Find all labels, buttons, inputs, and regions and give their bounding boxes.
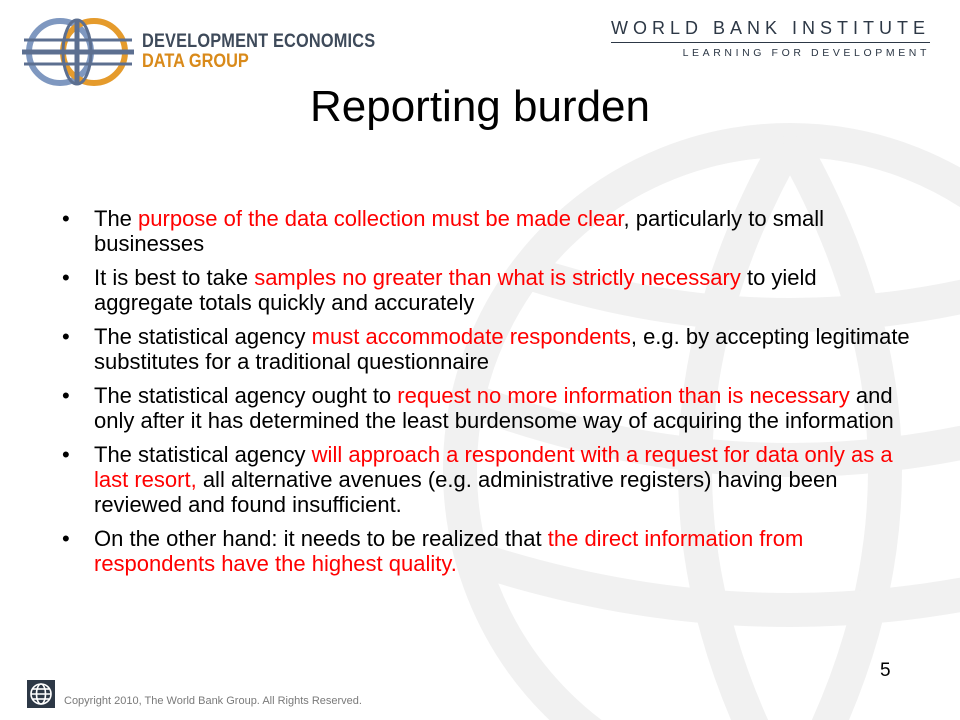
bullet-highlight-text: request no more information than is necessary [397, 383, 850, 408]
bullet-dot: • [62, 383, 70, 408]
bullet-text: On the other hand: it needs to be realized that [94, 526, 548, 551]
bullet-highlight-text: samples no greater than what is strictly necessary [254, 265, 741, 290]
bullet-text: It is best to take [94, 265, 255, 290]
wbi-rule [611, 42, 930, 43]
bullet-item [62, 526, 914, 576]
bullet-dot: • [62, 324, 70, 349]
bullet-item [62, 383, 914, 433]
bullet-text: The [94, 206, 139, 231]
bullet-dot: • [62, 206, 70, 231]
dec-title-line1: DEVELOPMENT ECONOMICS [142, 31, 376, 52]
world-bank-globe-icon [27, 680, 55, 708]
bullet-highlight-text: purpose of the data collection must be made clear [138, 206, 624, 231]
bullet-dot: • [62, 442, 70, 467]
bullet-item [62, 265, 914, 315]
bullet-highlight-text: the direct information from respondents have the highest quality. [94, 526, 804, 576]
bullet-highlight-text: must accommodate respondents [311, 324, 631, 349]
bullet-text: The statistical agency ought to [94, 383, 398, 408]
bullet-text: , e.g. by accepting legitimate substitutes for a traditional questionnaire [94, 324, 910, 374]
bullet-dot: • [62, 265, 70, 290]
bullet-text: The statistical agency [94, 442, 312, 467]
page-number: 5 [880, 660, 891, 681]
bullet-text: , particularly to small businesses [94, 206, 825, 256]
wbi-title: WORLD BANK INSTITUTE [610, 18, 930, 38]
globe-rings-logo [22, 14, 140, 90]
wbi-subtitle: LEARNING FOR DEVELOPMENT [682, 47, 930, 59]
bullet-text: all alternative avenues (e.g. administrative registers) having been reviewed and found insufficient. [94, 467, 838, 517]
bullet-item [62, 206, 914, 256]
bullet-text: and only after it has determined the least burdensome way of acquiring the information [94, 383, 894, 433]
bullet-text: The statistical agency [94, 324, 312, 349]
copyright-notice: Copyright 2010, The World Bank Group. All Rights Reserved. [64, 695, 362, 707]
bullet-text: to yield aggregate totals quickly and accurately [94, 265, 817, 315]
bullet-highlight-text: will approach a respondent with a request for data only as a last resort, [94, 442, 893, 492]
wbi-logo [611, 18, 930, 59]
slide-title: Reporting burden [309, 82, 650, 131]
dec-title-line2: DATA GROUP [142, 51, 249, 72]
bullet-item [62, 442, 914, 517]
bullet-item [62, 324, 914, 374]
bullet-list [62, 206, 914, 585]
bullet-dot: • [62, 526, 70, 551]
